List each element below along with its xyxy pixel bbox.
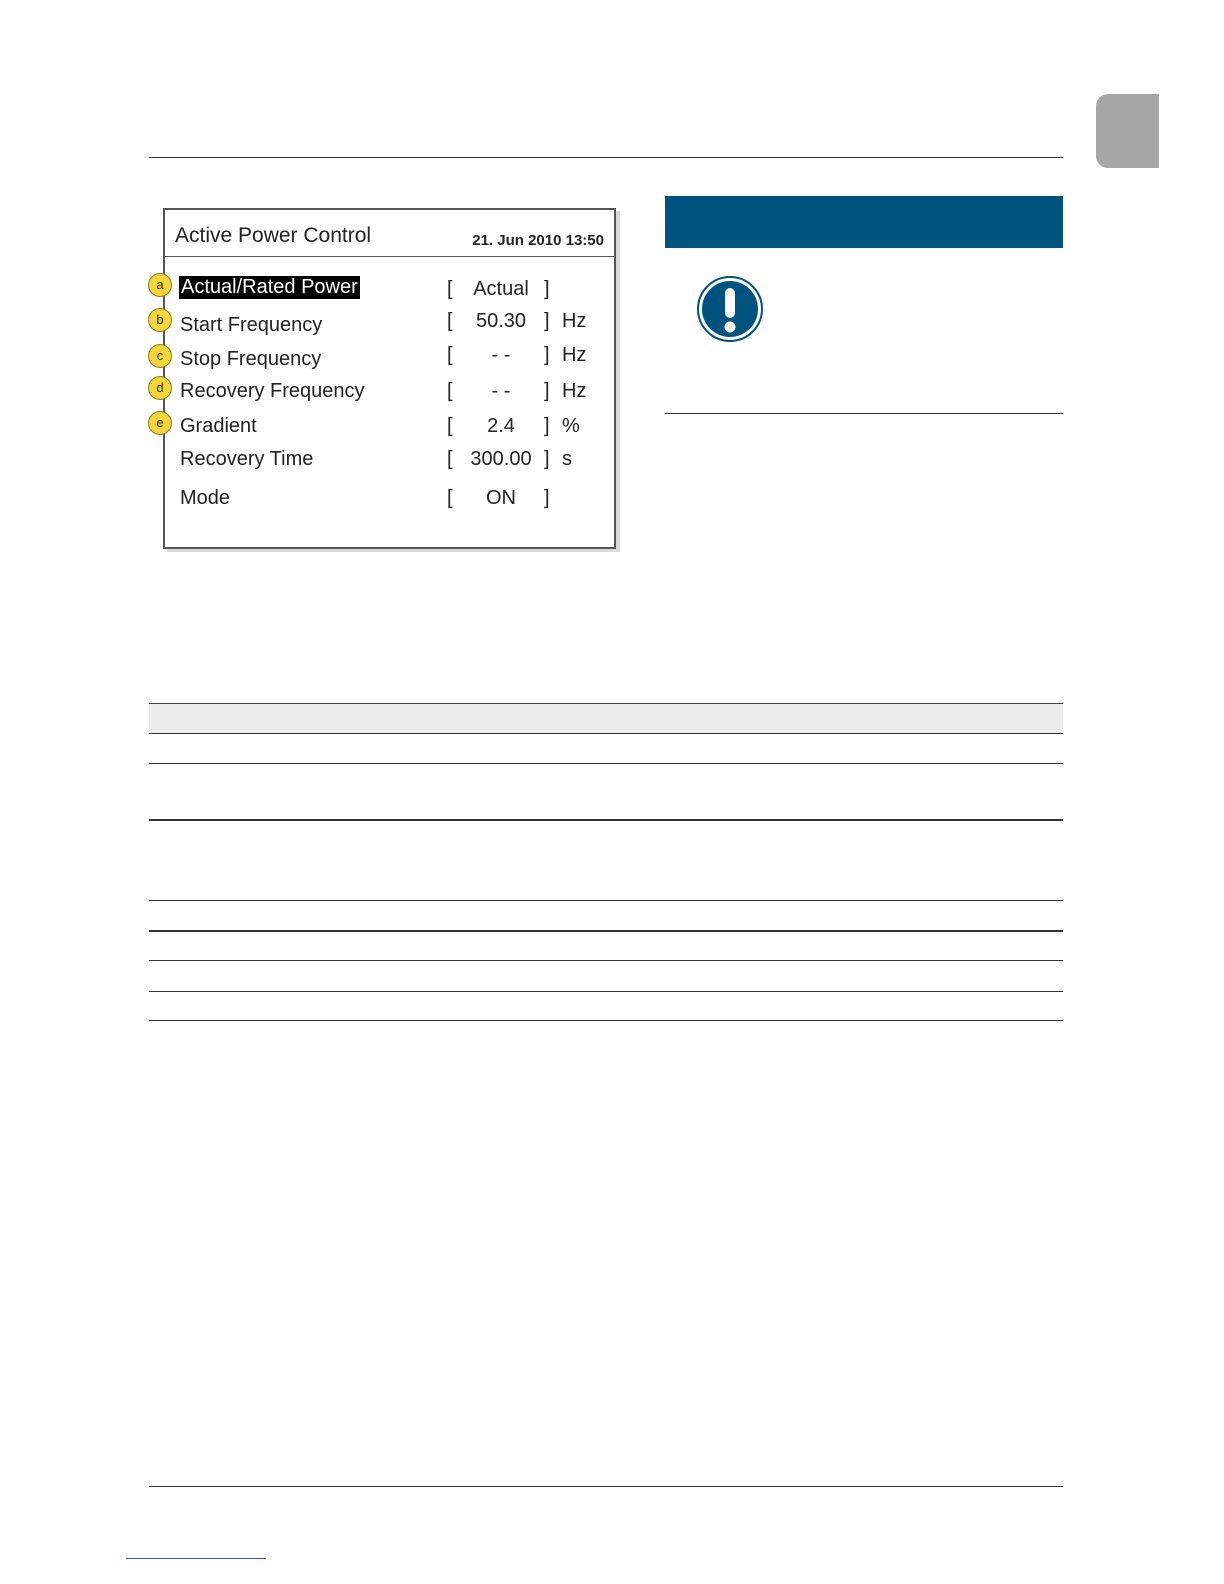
bracket-close: ] [544, 310, 550, 332]
lcd-value-actual-rated-power: Actual [473, 278, 529, 300]
bracket-close: ] [544, 448, 550, 470]
callout-d: d [148, 376, 172, 400]
lcd-value-start-frequency: 50.30 [475, 310, 527, 332]
lcd-unit-recovery-time: s [562, 448, 572, 470]
bracket-close: ] [544, 278, 550, 300]
bracket-open: [ [447, 487, 453, 509]
note-bottom-rule [665, 413, 1063, 414]
lcd-row-label-mode: Mode [180, 487, 231, 509]
footer-rule [149, 1486, 1063, 1487]
lcd-value-mode: ON [486, 487, 516, 509]
lcd-value-stop-frequency: - - [491, 344, 511, 366]
table-row-divider [149, 763, 1063, 764]
bracket-close: ] [544, 487, 550, 509]
callout-a: a [148, 273, 172, 297]
table-row-divider [149, 991, 1063, 992]
lcd-screen [163, 208, 616, 549]
table-row-divider [149, 819, 1063, 821]
lcd-row-label-stop-frequency: Stop Frequency [180, 348, 322, 370]
table-row-divider [149, 1020, 1063, 1021]
table-header [149, 703, 1063, 734]
bracket-open: [ [447, 380, 453, 402]
lcd-value-gradient: 2.4 [487, 415, 515, 437]
lcd-row-label-recovery-frequency: Recovery Frequency [180, 380, 365, 402]
lcd-datetime: 21. Jun 2010 13:50 [472, 232, 604, 249]
lcd-row-label-recovery-time: Recovery Time [180, 448, 314, 470]
lcd-title-separator [165, 256, 614, 257]
bracket-open: [ [447, 278, 453, 300]
callout-b: b [148, 308, 172, 332]
lcd-row-label-start-frequency: Start Frequency [180, 314, 323, 336]
table-row-divider [149, 900, 1063, 901]
lcd-value-recovery-frequency: - - [491, 380, 511, 402]
lcd-unit-recovery-frequency: Hz [562, 380, 587, 402]
lcd-unit-start-frequency: Hz [562, 310, 587, 332]
lcd-unit-gradient: % [562, 415, 580, 437]
bracket-open: [ [447, 448, 453, 470]
bracket-close: ] [544, 380, 550, 402]
bracket-open: [ [447, 344, 453, 366]
bracket-open: [ [447, 310, 453, 332]
lcd-row-label-actual-rated-power: Actual/Rated Power [181, 276, 358, 298]
bracket-close: ] [544, 415, 550, 437]
lcd-unit-stop-frequency: Hz [562, 344, 587, 366]
lcd-row-label-gradient: Gradient [180, 415, 257, 437]
lcd-title: Active Power Control [175, 224, 372, 247]
lcd-value-recovery-time: 300.00 [470, 448, 532, 470]
bracket-open: [ [447, 415, 453, 437]
note-header-bar [665, 196, 1063, 248]
chapter-tab-marker [1096, 94, 1159, 168]
bracket-close: ] [544, 344, 550, 366]
header-rule [149, 157, 1063, 158]
table-row-divider [149, 930, 1063, 932]
callout-c: c [148, 344, 172, 368]
table-row-divider [149, 960, 1063, 961]
callout-e: e [148, 411, 172, 435]
footer-link-underline[interactable] [126, 1558, 266, 1559]
table-row-divider [149, 733, 1063, 734]
exclamation-icon [697, 276, 763, 342]
